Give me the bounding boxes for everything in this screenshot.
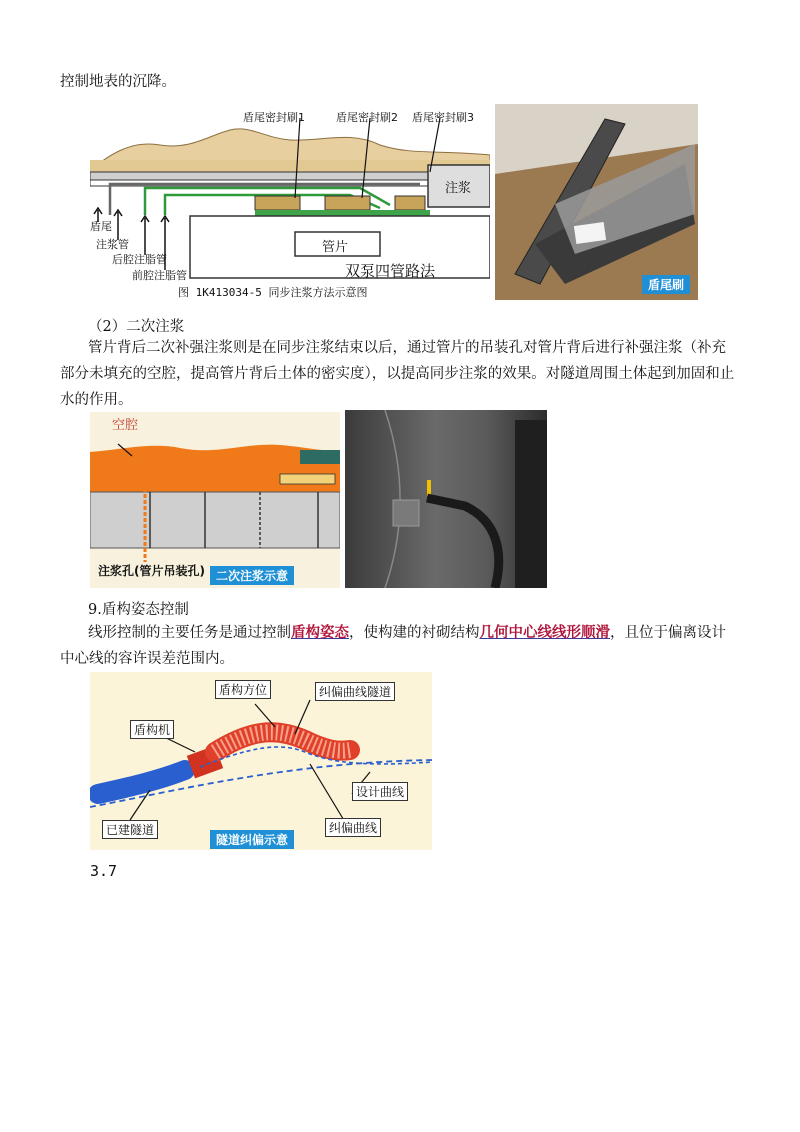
section-number: 3.7 — [90, 862, 118, 880]
correction-badge: 隧道纠偏示意 — [210, 830, 294, 849]
highlight-centerline: 几何中心线线形顺滑 — [479, 624, 610, 641]
figure-caption: 图 1K413034-5 同步注浆方法示意图 — [178, 286, 368, 299]
tail-brush-photo — [495, 104, 698, 300]
label-attitude: 盾构方位 — [215, 680, 271, 699]
section-2-paragraph: 管片背后二次补强注浆则是在同步注浆结束以后，通过管片的吊装孔对管片背后进行补强注浆（补充部分未填充的空腔，提高管片背后土体的密实度），以提高同步注浆的效果。对隧道周围土体起到加固和止水的作用。 — [60, 340, 735, 408]
brush-label-2: 盾尾密封刷2 — [336, 111, 398, 124]
photo-badge: 盾尾刷 — [642, 275, 690, 294]
synchronous-grouting-diagram — [90, 100, 490, 300]
secondary-badge: 二次注浆示意 — [210, 566, 294, 585]
grout-label: 注浆 — [445, 181, 472, 196]
label-machine: 盾构机 — [130, 720, 174, 739]
pipe-label-tail: 盾尾 — [90, 220, 112, 233]
intro-text: 控制地表的沉降。 — [60, 74, 176, 90]
method-label: 双泵四管路法 — [345, 262, 436, 280]
label-built-tunnel: 已建隧道 — [102, 820, 158, 839]
brush-label-1: 盾尾密封刷1 — [243, 111, 305, 124]
label-correction-curve: 纠偏曲线 — [325, 818, 381, 837]
pipe-label-grout: 注浆管 — [96, 238, 129, 251]
section-2-heading: （2）二次注浆 — [88, 319, 185, 335]
tunnel-correction-diagram — [90, 672, 432, 850]
label-design-curve: 设计曲线 — [352, 782, 408, 801]
section-9-heading: 9.盾构姿态控制 — [88, 602, 189, 618]
highlight-shield-attitude: 盾构姿态 — [291, 624, 349, 641]
grouting-photo — [345, 410, 547, 588]
label-corrected-tunnel: 纠偏曲线隧道 — [315, 682, 395, 701]
secondary-grouting-diagram — [90, 412, 340, 588]
brush-label-3: 盾尾密封刷3 — [412, 111, 474, 124]
cavity-label: 空腔 — [112, 418, 139, 433]
hole-label: 注浆孔(管片吊装孔) — [98, 564, 205, 578]
section-9-paragraph: 线形控制的主要任务是通过控制盾构姿态，使构建的衬砌结构几何中心线线形顺滑，且位于偏离设计中心线的容许误差范围内。 — [60, 624, 726, 667]
segment-label: 管片 — [322, 240, 349, 255]
pipe-label-front: 前腔注脂管 — [132, 269, 187, 282]
pipe-label-rear: 后腔注脂管 — [112, 253, 167, 266]
